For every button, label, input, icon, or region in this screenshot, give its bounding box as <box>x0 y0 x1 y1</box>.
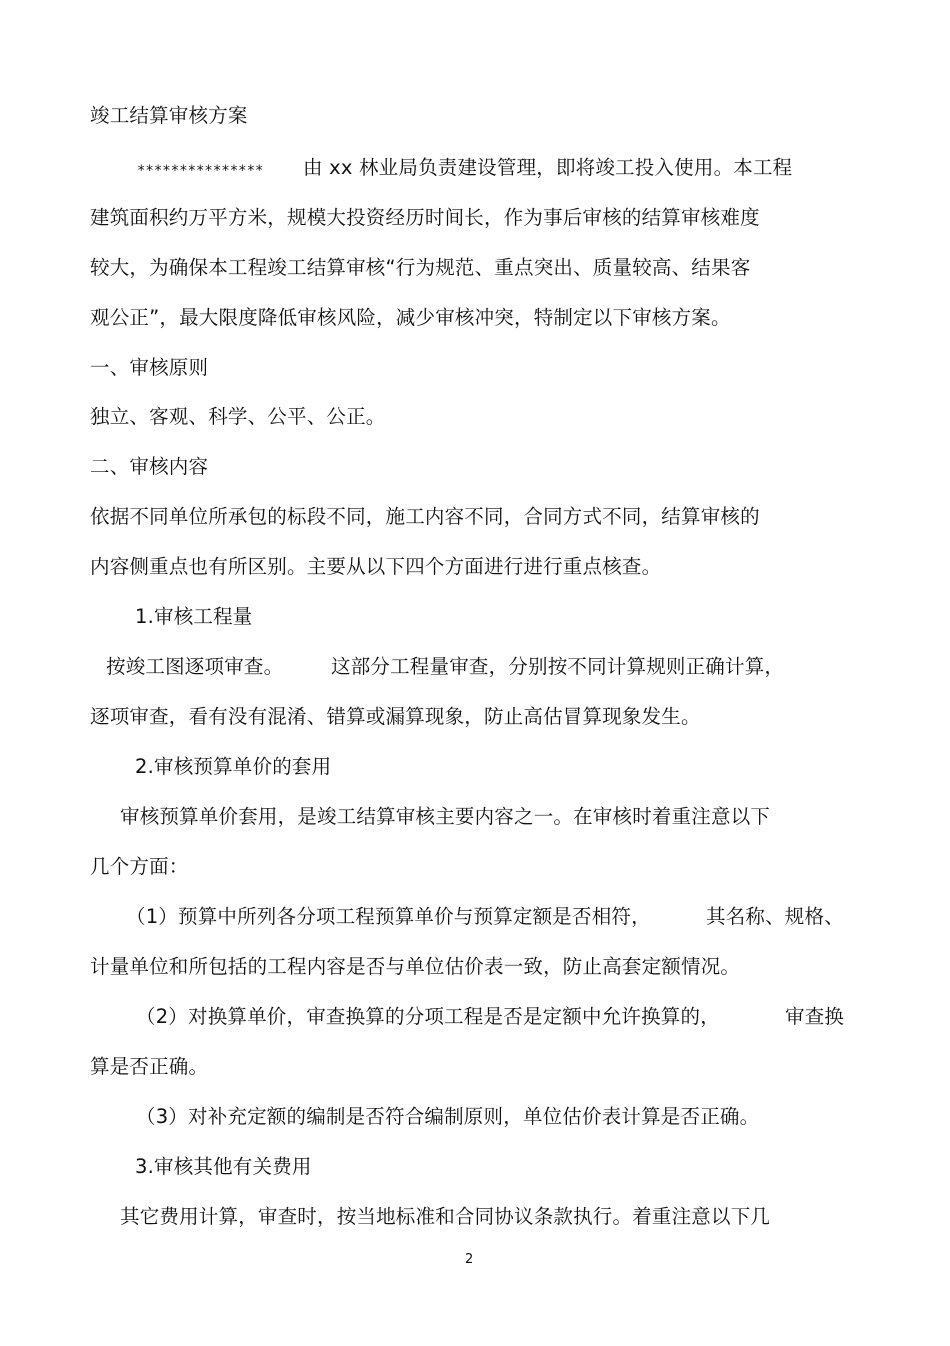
sub-point-1: 其名称、规格、 <box>706 905 844 928</box>
sub-point-2: （2）对换算单价，审查换算的分项工程是否是定额中允许换算的， <box>136 1005 720 1028</box>
intro-line: 较大，为确保本工程竣工结算审核“行为规范、重点突出、质量较高、结果客 <box>90 256 751 279</box>
redacted-project-name: *************** <box>137 163 264 179</box>
sub-point-2: 审查换 <box>785 1005 845 1028</box>
item-heading-other-fees: 3.审核其他有关费用 <box>135 1155 312 1178</box>
sub-point-1: （1）预算中所列各分项工程预算单价与预算定额是否相符， <box>126 905 651 928</box>
document-title: 竣工结算审核方案 <box>90 104 248 127</box>
item-text-quantity: 逐项审查，看有没有混淆、错算或漏算现象，防止高估冒算现象发生。 <box>90 705 701 728</box>
page-number: 2 <box>465 1252 474 1267</box>
item-heading-quantity: 1.审核工程量 <box>135 605 253 628</box>
intro-line: 观公正”，最大限度降低审核风险，减少审核冲突，特制定以下审核方案。 <box>90 306 731 329</box>
section-heading-content: 二、审核内容 <box>90 455 209 478</box>
intro-line: 由 xx 林业局负责建设管理，即将竣工投入使用。本工程 <box>303 156 793 179</box>
sub-point-2: 算是否正确。 <box>90 1055 209 1078</box>
sub-point-1: 计量单位和所包括的工程内容是否与单位估价表一致，防止高套定额情况。 <box>90 955 741 978</box>
item-heading-unit-price: 2.审核预算单价的套用 <box>135 755 332 778</box>
intro-line: 建筑面积约万平方米，规模大投资经历时间长，作为事后审核的结算审核难度 <box>90 206 760 229</box>
item-text-quantity: 按竣工图逐项审查。 <box>106 655 284 678</box>
item-text-unit-price: 几个方面： <box>90 855 189 878</box>
section-body-content: 依据不同单位所承包的标段不同，施工内容不同，合同方式不同，结算审核的 <box>90 505 760 528</box>
item-text-other-fees: 其它费用计算，审查时，按当地标准和合同协议条款执行。着重注意以下几 <box>120 1205 771 1228</box>
sub-point-3: （3）对补充定额的编制是否符合编制原则，单位估价表计算是否正确。 <box>136 1105 760 1128</box>
section-body-principles: 独立、客观、科学、公平、公正。 <box>90 405 386 428</box>
item-text-unit-price: 审核预算单价套用，是竣工结算审核主要内容之一。在审核时着重注意以下 <box>120 805 771 828</box>
section-body-content: 内容侧重点也有所区别。主要从以下四个方面进行进行重点核查。 <box>90 555 662 578</box>
item-text-quantity: 这部分工程量审查，分别按不同计算规则正确计算， <box>331 655 785 678</box>
section-heading-principles: 一、审核原则 <box>90 356 209 379</box>
